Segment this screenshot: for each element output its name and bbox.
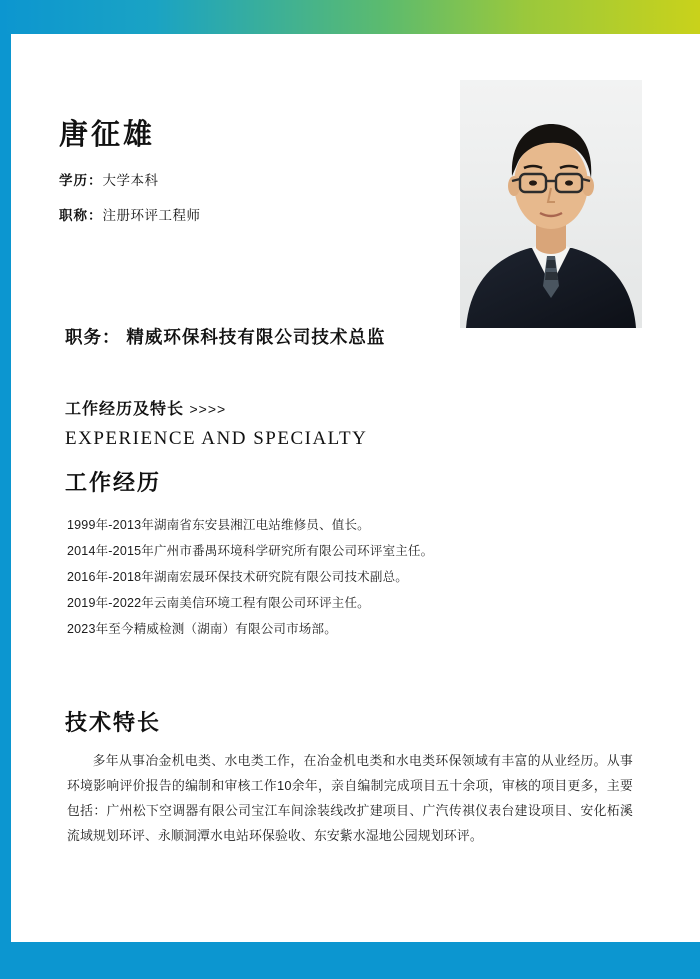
section-header-cn [65,396,367,419]
job-position: 职务： 精威环保科技有限公司技术总监 [65,327,386,347]
title-row [59,204,201,224]
section-header-cn-text: 工作经历及特长 [65,401,185,418]
left-accent-stripe [0,34,11,942]
section-header-experience-specialty [65,396,367,450]
list-item: 2023年至今精威检测（湖南）有限公司市场部。 [67,622,337,636]
education-value: 大学本科 [102,173,159,188]
person-name: 唐征雄 [59,119,156,151]
top-gradient-band [0,0,700,34]
list-item: 1999年-2013年湖南省东安县湘江电站维修员、值长。 [67,518,370,532]
education-label: 学历： [59,173,103,188]
list-item: 2019年-2022年云南美信环境工程有限公司环评主任。 [67,596,370,610]
bottom-accent-band [0,942,700,979]
experience-list [67,512,627,642]
title-value: 注册环评工程师 [102,208,201,223]
experience-title: 工作经历 [65,470,162,495]
specialty-body: 多年从事冶金机电类、水电类工作，在冶金机电类和水电类环保领域有丰富的从业经历。从事环境影响评价报告的编制和审核工作10余年，亲自编制完成项目五十余项，审核的项目更多，主要包括：广州松下空调器有限公司宝江车间涂装线改扩建项目、广汽传祺仪表台建设项目、安化柘溪流域规划环评、永顺洞潭水电站环保验收、东安紫水湿地公园规划环评。 [67,753,633,843]
list-item: 2014年-2015年广州市番禺环境科学研究所有限公司环评室主任。 [67,544,434,558]
list-item: 2016年-2018年湖南宏晟环保技术研究院有限公司技术副总。 [67,570,408,584]
profile-header [11,34,700,274]
education-row [59,169,159,189]
portrait-photo [460,80,642,328]
section-header-en: EXPERIENCE AND SPECIALTY [65,428,368,449]
specialty-title: 技术特长 [65,710,162,735]
title-label: 职称： [59,208,103,223]
document-content [11,34,700,942]
section-header-arrows: >>>> [189,401,227,417]
